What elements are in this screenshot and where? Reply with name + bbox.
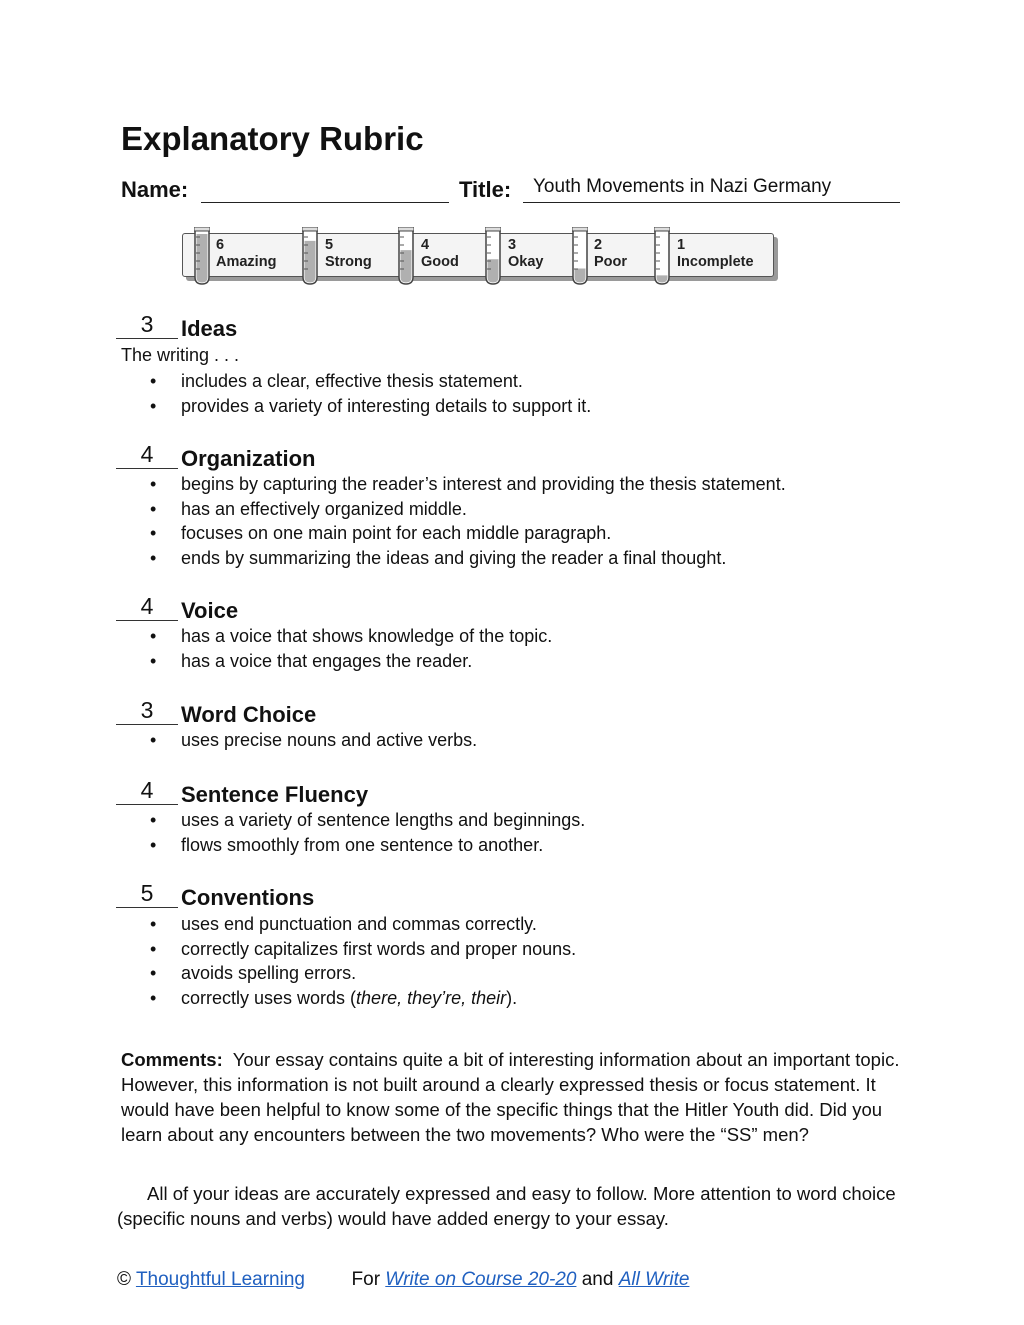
list-item: • has a voice that shows knowledge of the topic. xyxy=(150,624,552,649)
test-tube-icon xyxy=(302,227,318,285)
copyright-symbol: © xyxy=(117,1269,131,1290)
organization-title: Organization xyxy=(181,446,316,471)
ideas-list xyxy=(150,369,591,418)
name-field[interactable] xyxy=(201,178,449,203)
list-item: • begins by capturing the reader’s interest and providing the thesis statement. xyxy=(150,472,786,497)
scale-level-label: Poor xyxy=(594,254,628,270)
title-label: Title: xyxy=(459,177,512,202)
scale-level-number: 3 xyxy=(508,237,517,253)
test-tube-icon xyxy=(572,227,588,285)
word-choice-score[interactable]: 3 xyxy=(116,696,178,725)
scale-level-label: Good xyxy=(421,254,459,270)
scale-level-label: Incomplete xyxy=(677,254,754,270)
page-title: Explanatory Rubric xyxy=(121,120,424,157)
tube-fill xyxy=(401,250,412,282)
comments-paragraph-2: All of your ideas are accurately expressed and easy to follow. More attention to word choice (specific nouns and verbs) would have added energy to your essay. xyxy=(117,1183,896,1229)
test-tube-icon xyxy=(194,227,210,285)
list-item: • correctly capitalizes first words and proper nouns. xyxy=(150,937,576,962)
tube-fill xyxy=(305,241,316,283)
scale-level-number: 5 xyxy=(325,237,334,253)
conventions-title: Conventions xyxy=(181,885,315,910)
section-organization xyxy=(116,441,976,571)
section-ideas xyxy=(116,311,976,416)
scale-level-4 xyxy=(421,237,459,271)
footer-for-text: For xyxy=(351,1269,381,1290)
organization-score[interactable]: 4 xyxy=(116,440,178,469)
list-item: • focuses on one main point for each middle paragraph. xyxy=(150,521,786,546)
scale-level-6 xyxy=(216,237,276,271)
scale-level-label: Amazing xyxy=(216,254,277,270)
comments-label: Comments: xyxy=(121,1049,223,1070)
conventions-list xyxy=(150,912,576,1010)
scale-level-label: Strong xyxy=(325,254,372,270)
scale-level-5 xyxy=(325,237,372,271)
essay-title: Youth Movements in Nazi Germany xyxy=(533,176,832,197)
list-item: • flows smoothly from one sentence to another. xyxy=(150,833,585,858)
word-choice-list xyxy=(150,728,477,753)
tube-fill xyxy=(488,259,499,282)
comments-block xyxy=(121,1047,911,1147)
scale-level-1 xyxy=(677,237,754,271)
list-item xyxy=(150,986,576,1011)
voice-list xyxy=(150,624,552,673)
list-item: • ends by summarizing the ideas and giving the reader a final thought. xyxy=(150,546,786,571)
ideas-score[interactable]: 3 xyxy=(116,310,178,339)
list-item: • uses a variety of sentence lengths and beginnings. xyxy=(150,808,585,833)
scale-level-number: 1 xyxy=(677,237,686,253)
conventions-score[interactable]: 5 xyxy=(116,879,178,908)
item-text: correctly uses words ( xyxy=(181,987,357,1008)
list-item: • avoids spelling errors. xyxy=(150,961,576,986)
sentence-fluency-title: Sentence Fluency xyxy=(181,782,369,807)
test-tube-icon xyxy=(485,227,501,285)
all-write-link[interactable]: All Write xyxy=(618,1269,690,1290)
sentence-fluency-score[interactable]: 4 xyxy=(116,776,178,805)
organization-list xyxy=(150,472,786,570)
section-voice xyxy=(116,593,976,678)
item-italic-text: there, they’re, their xyxy=(356,987,507,1008)
scale-level-3 xyxy=(508,237,543,271)
footer xyxy=(117,1269,689,1291)
voice-score[interactable]: 4 xyxy=(116,592,178,621)
title-field[interactable] xyxy=(523,175,900,203)
word-choice-title: Word Choice xyxy=(181,702,317,727)
name-label: Name: xyxy=(121,177,189,202)
scale-level-number: 2 xyxy=(594,237,603,253)
sentence-fluency-list xyxy=(150,808,585,857)
ideas-intro: The writing . . . xyxy=(121,345,240,365)
tube-fill xyxy=(197,234,208,283)
voice-title: Voice xyxy=(181,598,239,623)
scale-level-number: 4 xyxy=(421,237,430,253)
thoughtful-learning-link[interactable]: Thoughtful Learning xyxy=(135,1269,305,1290)
list-item: • includes a clear, effective thesis statement. xyxy=(150,369,591,394)
list-item: • has a voice that engages the reader. xyxy=(150,649,552,674)
scale-level-label: Okay xyxy=(508,254,544,270)
list-item: • has an effectively organized middle. xyxy=(150,497,786,522)
item-text: ). xyxy=(506,987,518,1008)
scale-level-2 xyxy=(594,237,627,271)
section-sentence-fluency xyxy=(116,777,976,862)
tube-fill xyxy=(575,269,586,283)
ideas-title: Ideas xyxy=(181,316,238,341)
footer-and-text: and xyxy=(581,1269,614,1290)
comments-text: Your essay contains quite a bit of interesting information about an important topic. However, this information is not built around a clearly expressed thesis or focus statement. It would have been helpful to know some of the specific things that the Hitler Youth did. Did you learn about any encounters between the two movements? Who were the “SS” men? xyxy=(121,1049,900,1145)
scale-level-number: 6 xyxy=(216,237,225,253)
section-word-choice xyxy=(116,697,976,757)
list-item: • uses end punctuation and commas correctly. xyxy=(150,912,576,937)
section-conventions xyxy=(116,880,976,1010)
write-on-course-link[interactable]: Write on Course 20-20 xyxy=(385,1269,577,1290)
test-tube-icon xyxy=(398,227,414,285)
list-item: • uses precise nouns and active verbs. xyxy=(150,728,477,753)
list-item: • provides a variety of interesting details to support it. xyxy=(150,394,591,419)
test-tube-icon xyxy=(654,227,670,285)
score-scale xyxy=(180,227,780,291)
